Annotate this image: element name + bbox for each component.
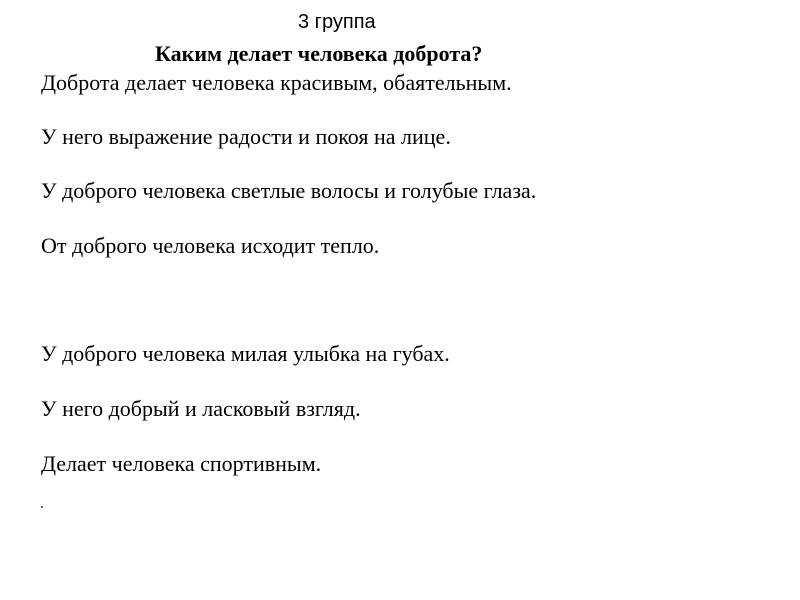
- slide-title: Каким делает человека доброта?: [155, 41, 483, 66]
- statement-2: У него выражение радости и покоя на лице.: [41, 124, 451, 149]
- statement-4: От доброго человека исходит тепло.: [41, 233, 380, 258]
- statement-7: Делает человека спортивным.: [41, 451, 322, 476]
- statement-3: У доброго человека светлые волосы и голубые глаза.: [41, 178, 537, 203]
- statement-6: У него добрый и ласковый взгляд.: [41, 396, 361, 421]
- stray-dot: [41, 506, 43, 508]
- statement-1: Доброта делает человека красивым, обаятельным.: [41, 70, 512, 95]
- statement-5: У доброго человека милая улыбка на губах.: [41, 341, 450, 366]
- group-label: 3 группа: [298, 11, 376, 33]
